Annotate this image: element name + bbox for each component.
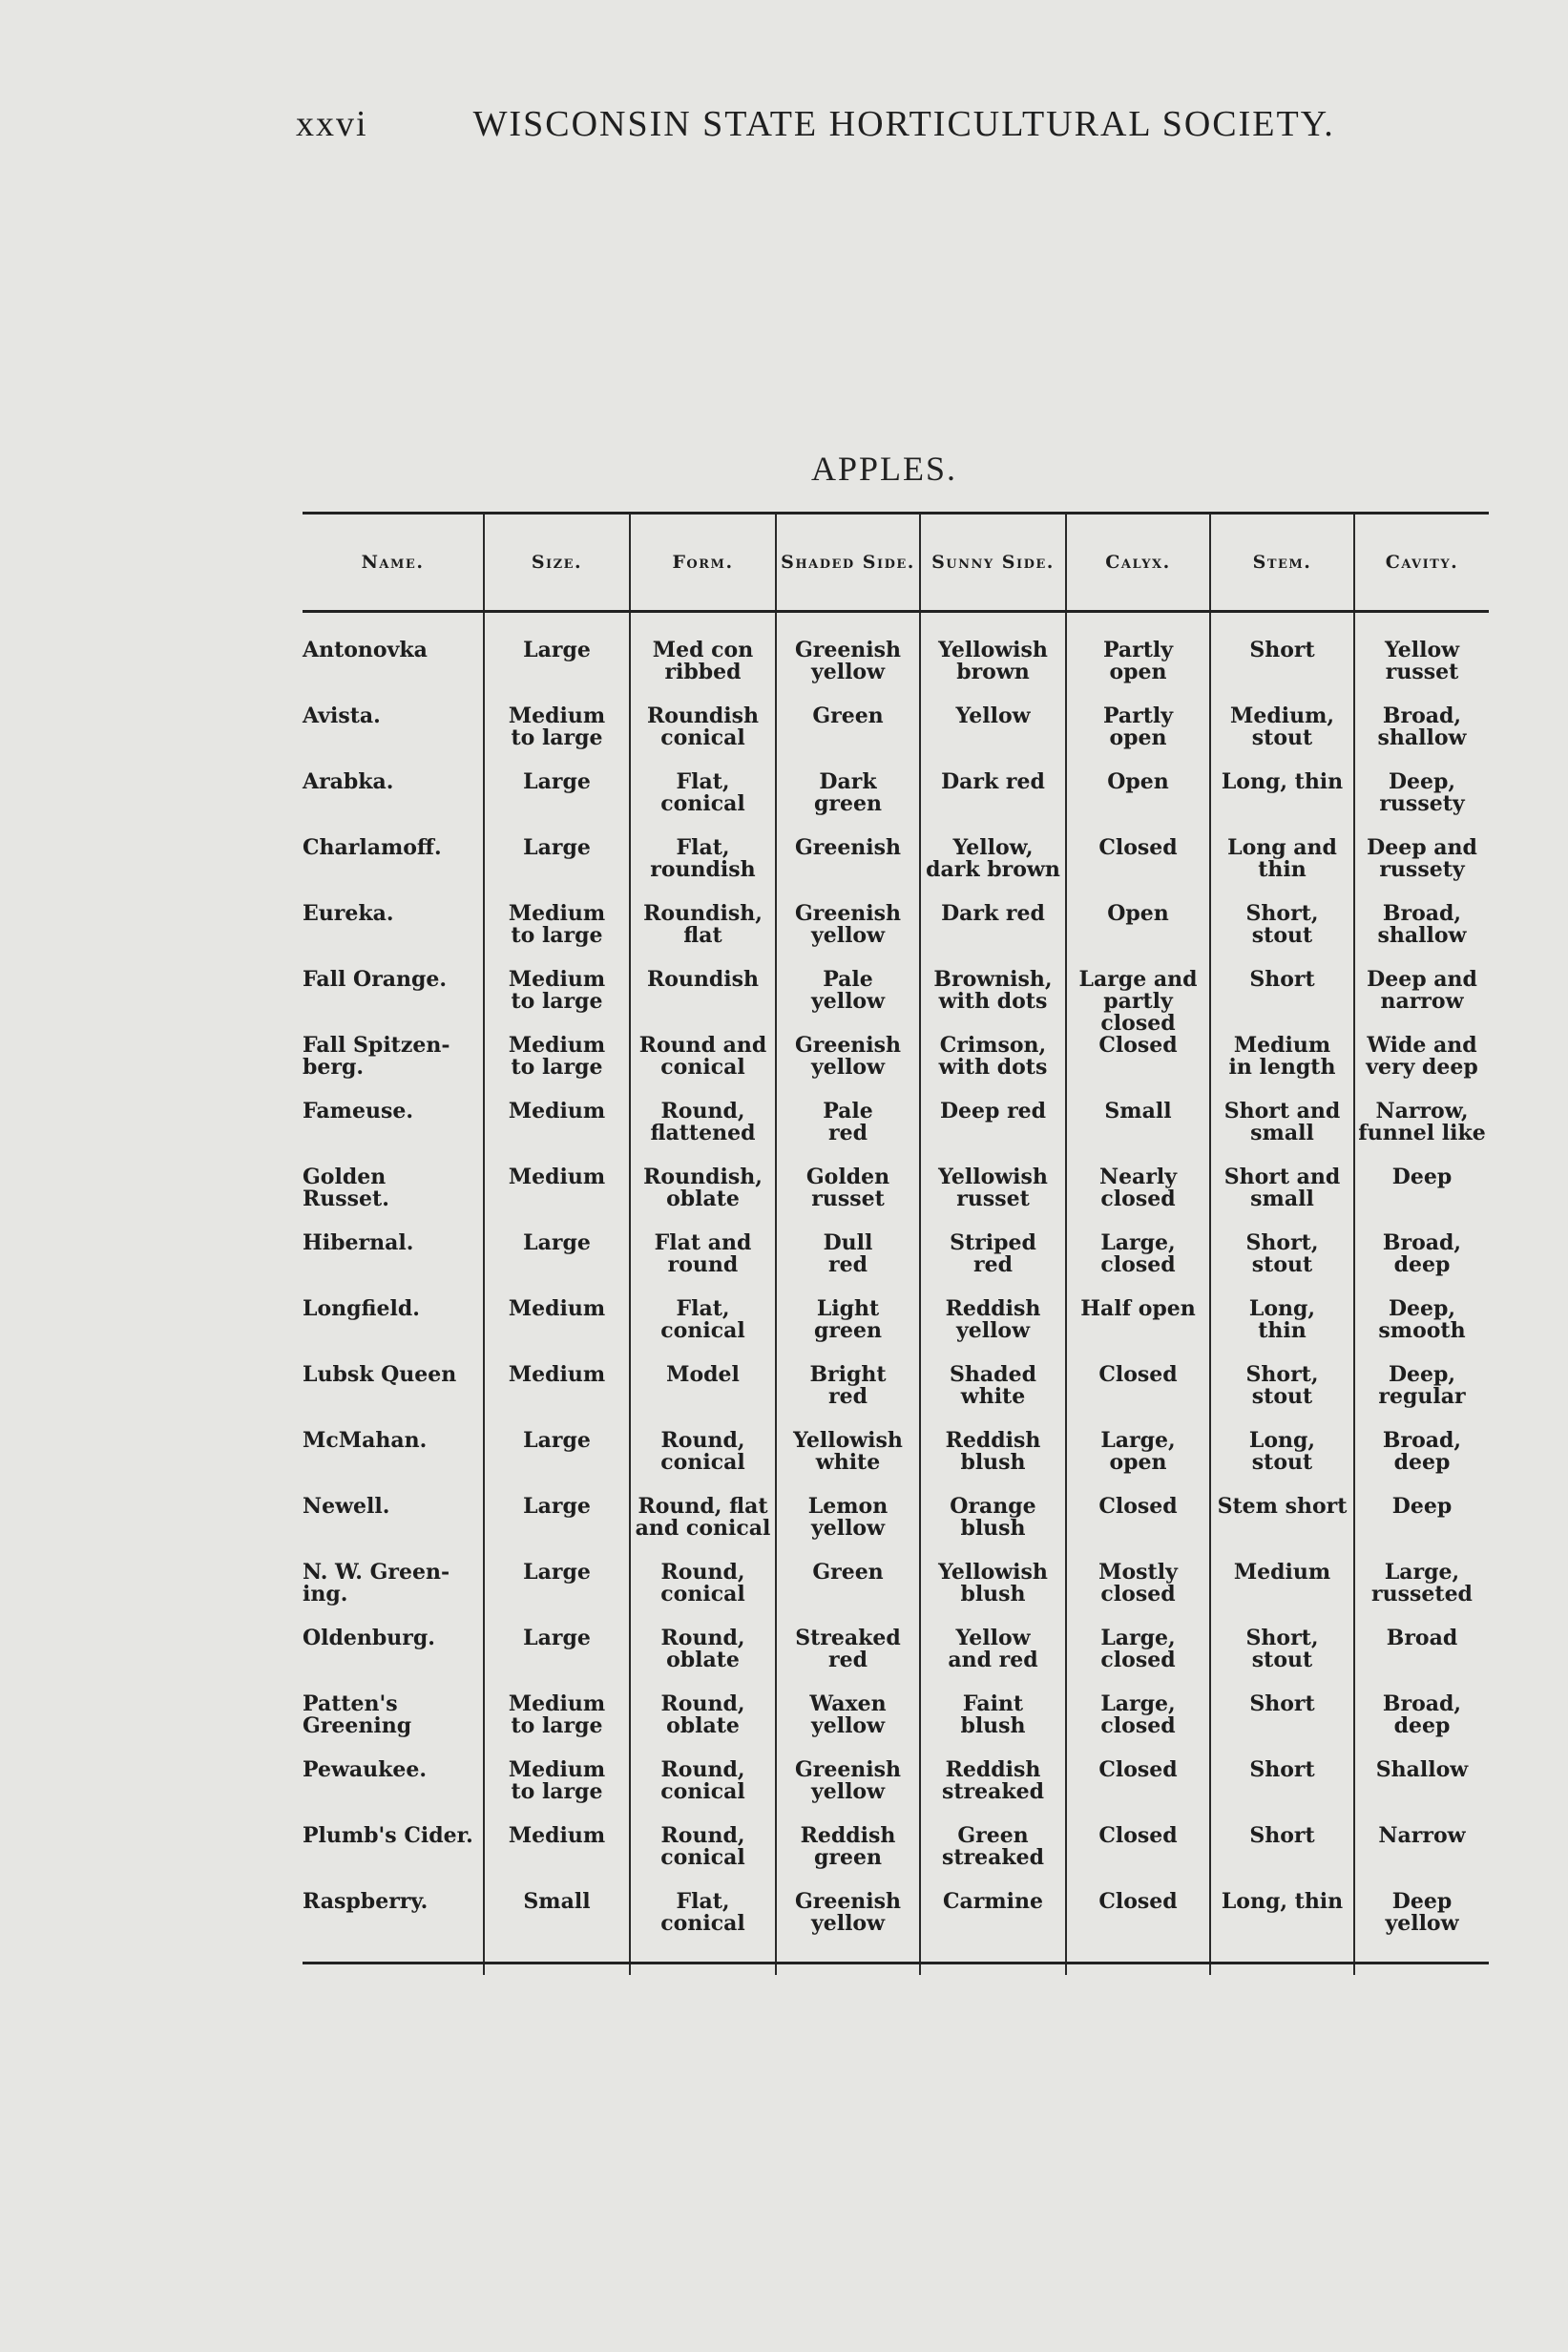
cell-name: Longfield. (303, 1296, 420, 1321)
table-row (303, 1166, 1489, 1232)
cell-shaded: Yellowish white (776, 1430, 920, 1496)
cell-shaded: Green (776, 705, 920, 771)
cell-cavity: Broad, shallow (1354, 705, 1489, 771)
cell-shaded: Greenish yellow (776, 903, 920, 969)
cell-stem: Short, stout (1210, 1232, 1354, 1298)
cell-cavity: Deep yellow (1354, 1891, 1489, 1975)
cell-sunny: Yellow (920, 705, 1066, 771)
cell-name: Antonovka (303, 638, 428, 662)
cell-sunny: Shaded white (920, 1364, 1066, 1430)
cell-calyx: Partly open (1066, 705, 1210, 771)
cell-stem: Short, stout (1210, 1628, 1354, 1693)
cell-shaded: Greenish yellow (776, 1891, 920, 1975)
cell-sunny: Yellowish russet (920, 1166, 1066, 1232)
cell-sunny: Reddish yellow (920, 1298, 1066, 1364)
cell-sunny: Reddish blush (920, 1430, 1066, 1496)
cell-stem: Short (1210, 612, 1354, 706)
cell-name: Charlamoff. (303, 835, 442, 860)
cell-stem: Short (1210, 969, 1354, 1035)
cell-calyx: Large, closed (1066, 1693, 1210, 1759)
cell-sunny: Striped red (920, 1232, 1066, 1298)
table-row (303, 771, 1489, 837)
cell-size: Large (484, 1232, 630, 1298)
cell-sunny: Yellow and red (920, 1628, 1066, 1693)
cell-cavity: Deep, regular (1354, 1364, 1489, 1430)
cell-cavity: Deep and narrow (1354, 969, 1489, 1035)
table-row (303, 1430, 1489, 1496)
cell-name: Lubsk Queen (303, 1362, 457, 1387)
cell-form: Flat, roundish (630, 837, 776, 903)
cell-calyx: Open (1066, 771, 1210, 837)
cell-cavity: Broad, deep (1354, 1232, 1489, 1298)
cell-stem: Short and small (1210, 1101, 1354, 1166)
col-header-size: Size. (484, 514, 630, 612)
cell-stem: Medium in length (1210, 1035, 1354, 1101)
cell-shaded: Streaked red (776, 1628, 920, 1693)
cell-sunny: Brownish, with dots (920, 969, 1066, 1035)
cell-stem: Long, thin (1210, 1891, 1354, 1975)
cell-size: Medium to large (484, 1035, 630, 1101)
table-row (303, 1628, 1489, 1693)
cell-cavity: Deep, smooth (1354, 1298, 1489, 1364)
cell-form: Round and conical (630, 1035, 776, 1101)
apples-table (303, 512, 1489, 1975)
cell-cavity: Narrow, funnel like (1354, 1101, 1489, 1166)
cell-sunny: Yellowish brown (920, 612, 1066, 706)
cell-form: Roundish, oblate (630, 1166, 776, 1232)
table-row (303, 969, 1489, 1035)
cell-shaded: Pale yellow (776, 969, 920, 1035)
cell-cavity: Deep, russety (1354, 771, 1489, 837)
cell-shaded: Dark green (776, 771, 920, 837)
cell-name: Oldenburg. (303, 1626, 435, 1650)
cell-shaded: Greenish yellow (776, 1759, 920, 1825)
col-header-cavity: Cavity. (1354, 514, 1489, 612)
cell-form: Round, conical (630, 1825, 776, 1891)
cell-form: Round, conical (630, 1430, 776, 1496)
table-row (303, 837, 1489, 903)
cell-name: Golden Russet. (303, 1165, 389, 1211)
cell-stem: Long and thin (1210, 837, 1354, 903)
cell-form: Med con ribbed (630, 612, 776, 706)
cell-form: Round, flat and conical (630, 1496, 776, 1562)
cell-stem: Short (1210, 1693, 1354, 1759)
cell-cavity: Wide and very deep (1354, 1035, 1489, 1101)
cell-cavity: Yellow russet (1354, 612, 1489, 706)
cell-calyx: Large, closed (1066, 1628, 1210, 1693)
cell-calyx: Closed (1066, 1825, 1210, 1891)
running-title: WISCONSIN STATE HORTICULTURAL SOCIETY. (472, 104, 1335, 144)
col-header-form: Form. (630, 514, 776, 612)
cell-size: Large (484, 1562, 630, 1628)
cell-stem: Short and small (1210, 1166, 1354, 1232)
cell-calyx: Closed (1066, 1496, 1210, 1562)
cell-name: McMahan. (303, 1428, 428, 1453)
cell-form: Round, oblate (630, 1628, 776, 1693)
col-header-shaded-side: Shaded Side. (776, 514, 920, 612)
cell-size: Large (484, 1496, 630, 1562)
table-header-row (303, 514, 1489, 612)
cell-shaded: Waxen yellow (776, 1693, 920, 1759)
cell-cavity: Narrow (1354, 1825, 1489, 1891)
cell-size: Medium to large (484, 1759, 630, 1825)
table-row (303, 903, 1489, 969)
cell-form: Round, conical (630, 1759, 776, 1825)
cell-name: Avista. (303, 704, 381, 728)
cell-sunny: Dark red (920, 771, 1066, 837)
cell-calyx: Closed (1066, 1364, 1210, 1430)
cell-size: Large (484, 612, 630, 706)
cell-stem: Long, thin (1210, 771, 1354, 837)
cell-size: Large (484, 837, 630, 903)
cell-stem: Long, thin (1210, 1298, 1354, 1364)
cell-sunny: Green streaked (920, 1825, 1066, 1891)
cell-calyx: Large, closed (1066, 1232, 1210, 1298)
table-body (303, 612, 1489, 1976)
cell-name: N. W. Green- ing. (303, 1560, 450, 1606)
table-row (303, 1298, 1489, 1364)
cell-form: Round, oblate (630, 1693, 776, 1759)
table-title: APPLES. (811, 450, 958, 488)
cell-size: Small (484, 1891, 630, 1975)
cell-cavity: Deep (1354, 1496, 1489, 1562)
cell-name: Fameuse. (303, 1099, 413, 1124)
cell-calyx: Large and partly closed (1066, 969, 1210, 1035)
cell-name: Plumb's Cider. (303, 1823, 473, 1848)
cell-calyx: Nearly closed (1066, 1166, 1210, 1232)
cell-shaded: Lemon yellow (776, 1496, 920, 1562)
cell-cavity: Broad, shallow (1354, 903, 1489, 969)
cell-form: Flat, conical (630, 1891, 776, 1975)
cell-form: Roundish, flat (630, 903, 776, 969)
col-header-name: Name. (303, 514, 484, 612)
cell-calyx: Closed (1066, 1035, 1210, 1101)
cell-sunny: Carmine (920, 1891, 1066, 1975)
cell-form: Flat, conical (630, 1298, 776, 1364)
cell-name: Fall Orange. (303, 967, 448, 992)
cell-size: Medium (484, 1298, 630, 1364)
cell-size: Medium to large (484, 903, 630, 969)
table-row (303, 1693, 1489, 1759)
cell-stem: Long, stout (1210, 1430, 1354, 1496)
cell-stem: Short, stout (1210, 903, 1354, 969)
cell-calyx: Closed (1066, 1891, 1210, 1975)
cell-size: Medium to large (484, 1693, 630, 1759)
cell-sunny: Reddish streaked (920, 1759, 1066, 1825)
cell-shaded: Reddish green (776, 1825, 920, 1891)
cell-calyx: Closed (1066, 1759, 1210, 1825)
cell-form: Flat and round (630, 1232, 776, 1298)
col-header-sunny-side: Sunny Side. (920, 514, 1066, 612)
cell-sunny: Faint blush (920, 1693, 1066, 1759)
table-row (303, 1035, 1489, 1101)
cell-stem: Short, stout (1210, 1364, 1354, 1430)
cell-shaded: Golden russet (776, 1166, 920, 1232)
cell-form: Round, flattened (630, 1101, 776, 1166)
cell-shaded: Pale red (776, 1101, 920, 1166)
cell-name: Arabka. (303, 769, 394, 794)
cell-stem: Medium, stout (1210, 705, 1354, 771)
cell-size: Medium (484, 1825, 630, 1891)
cell-shaded: Greenish yellow (776, 612, 920, 706)
cell-cavity: Broad, deep (1354, 1693, 1489, 1759)
col-header-stem: Stem. (1210, 514, 1354, 612)
cell-sunny: Crimson, with dots (920, 1035, 1066, 1101)
table-row (303, 1101, 1489, 1166)
cell-name: Patten's Greening (303, 1691, 412, 1738)
cell-name: Fall Spitzen- berg. (303, 1033, 450, 1080)
cell-sunny: Orange blush (920, 1496, 1066, 1562)
cell-form: Roundish conical (630, 705, 776, 771)
cell-name: Newell. (303, 1494, 390, 1519)
cell-cavity: Deep and russety (1354, 837, 1489, 903)
cell-stem: Stem short (1210, 1496, 1354, 1562)
cell-shaded: Greenish yellow (776, 1035, 920, 1101)
cell-sunny: Yellow, dark brown (920, 837, 1066, 903)
table-row (303, 1759, 1489, 1825)
cell-name: Eureka. (303, 901, 394, 926)
col-header-calyx: Calyx. (1066, 514, 1210, 612)
cell-sunny: Dark red (920, 903, 1066, 969)
cell-size: Medium (484, 1166, 630, 1232)
cell-calyx: Mostly closed (1066, 1562, 1210, 1628)
cell-name: Raspberry. (303, 1889, 429, 1914)
cell-stem: Short (1210, 1825, 1354, 1891)
cell-shaded: Green (776, 1562, 920, 1628)
cell-size: Large (484, 771, 630, 837)
cell-calyx: Open (1066, 903, 1210, 969)
cell-calyx: Closed (1066, 837, 1210, 903)
cell-shaded: Greenish (776, 837, 920, 903)
cell-size: Large (484, 1430, 630, 1496)
cell-cavity: Deep (1354, 1166, 1489, 1232)
cell-size: Medium to large (484, 969, 630, 1035)
cell-name: Pewaukee. (303, 1757, 428, 1782)
cell-calyx: Partly open (1066, 612, 1210, 706)
cell-name: Hibernal. (303, 1230, 414, 1255)
table-row (303, 1562, 1489, 1628)
cell-sunny: Yellowish blush (920, 1562, 1066, 1628)
cell-cavity: Large, russeted (1354, 1562, 1489, 1628)
cell-form: Model (630, 1364, 776, 1430)
table-row (303, 612, 1489, 706)
cell-form: Flat, conical (630, 771, 776, 837)
cell-shaded: Dull red (776, 1232, 920, 1298)
cell-stem: Medium (1210, 1562, 1354, 1628)
cell-stem: Short (1210, 1759, 1354, 1825)
table-row (303, 1232, 1489, 1298)
cell-sunny: Deep red (920, 1101, 1066, 1166)
cell-size: Medium (484, 1101, 630, 1166)
cell-size: Medium (484, 1364, 630, 1430)
cell-size: Large (484, 1628, 630, 1693)
cell-calyx: Large, open (1066, 1430, 1210, 1496)
cell-size: Medium to large (484, 705, 630, 771)
cell-calyx: Small (1066, 1101, 1210, 1166)
page-number: xxvi (296, 104, 368, 144)
table-bottom-rule (303, 1962, 1489, 1964)
table-row (303, 1496, 1489, 1562)
cell-shaded: Bright red (776, 1364, 920, 1430)
table-row (303, 705, 1489, 771)
cell-calyx: Half open (1066, 1298, 1210, 1364)
cell-cavity: Shallow (1354, 1759, 1489, 1825)
cell-cavity: Broad, deep (1354, 1430, 1489, 1496)
table-row (303, 1364, 1489, 1430)
running-header (296, 103, 1335, 145)
table-row (303, 1825, 1489, 1891)
cell-form: Round, conical (630, 1562, 776, 1628)
cell-form: Roundish (630, 969, 776, 1035)
cell-cavity: Broad (1354, 1628, 1489, 1693)
cell-shaded: Light green (776, 1298, 920, 1364)
